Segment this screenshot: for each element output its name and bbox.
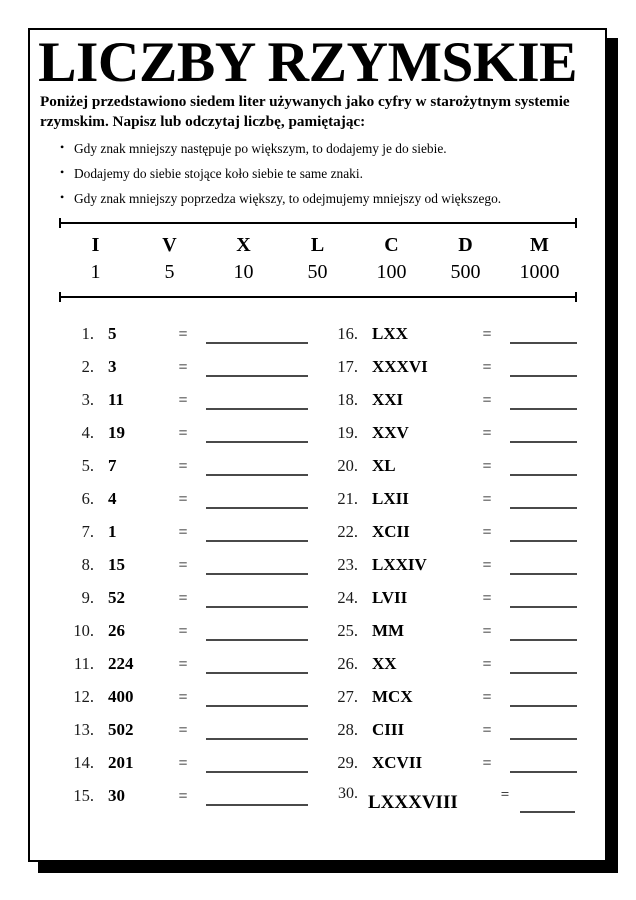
- page-title: LICZBY RZYMSKIE: [38, 31, 578, 94]
- exercise-number: 17.: [337, 356, 358, 376]
- equals-sign: =: [178, 358, 188, 376]
- exercise-number: 13.: [73, 719, 94, 739]
- equals-sign: =: [482, 622, 492, 640]
- answer-blank[interactable]: [202, 356, 308, 372]
- equals-sign: =: [482, 556, 492, 574]
- exercise-prompt: 30: [108, 785, 125, 805]
- answer-blank[interactable]: [202, 389, 308, 405]
- equals-sign: =: [178, 457, 188, 475]
- exercise-row: [58, 356, 308, 389]
- exercise-number: 29.: [337, 752, 358, 772]
- exercise-prompt: 4: [108, 488, 117, 508]
- exercise-prompt: CIII: [372, 719, 405, 739]
- exercise-number: 16.: [337, 323, 358, 343]
- reference-letters-row: [59, 227, 577, 259]
- answer-blank[interactable]: [506, 653, 587, 669]
- exercise-row: [58, 653, 308, 686]
- exercise-prompt: XXV: [372, 422, 409, 442]
- equals-sign: =: [178, 721, 188, 739]
- answer-blank[interactable]: [202, 422, 308, 438]
- equals-sign: =: [178, 787, 188, 805]
- equals-sign: =: [178, 325, 188, 343]
- exercise-number: 12.: [73, 686, 94, 706]
- exercise-row: [322, 455, 587, 488]
- exercise-prompt: 11: [108, 389, 125, 409]
- reference-value: 50: [307, 260, 328, 283]
- exercise-column-right: [322, 323, 587, 819]
- exercise-prompt: 224: [108, 653, 134, 673]
- equals-sign: =: [482, 325, 492, 343]
- exercise-number: 26.: [337, 653, 358, 673]
- exercise-number: 27.: [337, 686, 358, 706]
- exercise-prompt: MCX: [372, 686, 413, 706]
- equals-sign: =: [482, 490, 492, 508]
- exercise-row: [58, 719, 308, 752]
- exercise-prompt: XCII: [372, 521, 410, 541]
- exercise-row: [58, 455, 308, 488]
- exercise-prompt: LXII: [372, 488, 409, 508]
- exercise-row: [322, 587, 587, 620]
- exercise-row: [322, 719, 587, 752]
- exercise-prompt: 201: [108, 752, 134, 772]
- exercise-row: [58, 752, 308, 785]
- equals-sign: =: [178, 391, 188, 409]
- exercise-row: [322, 389, 587, 422]
- exercise-number: 5.: [81, 455, 94, 475]
- answer-blank[interactable]: [506, 752, 587, 768]
- exercise-row: [322, 356, 587, 389]
- exercise-row: [322, 752, 587, 785]
- exercise-number: 10.: [73, 620, 94, 640]
- exercise-column-left: [58, 323, 308, 818]
- equals-sign: =: [482, 754, 492, 772]
- equals-sign: =: [178, 754, 188, 772]
- rule-end-cap-right: [575, 292, 577, 302]
- exercise-prompt: 15: [108, 554, 125, 574]
- exercise-prompt: 5: [108, 323, 117, 343]
- reference-value: 1000: [519, 260, 560, 283]
- exercise-number: 22.: [337, 521, 358, 541]
- exercise-number: 19.: [337, 422, 358, 442]
- equals-sign: =: [482, 424, 492, 442]
- exercise-prompt: 502: [108, 719, 134, 739]
- rule-end-cap-right: [575, 218, 577, 228]
- exercise-prompt: 52: [108, 587, 125, 607]
- exercise-row: [322, 686, 587, 719]
- roman-numeral-reference-table: [59, 218, 577, 301]
- exercise-row: [58, 488, 308, 521]
- exercise-number: 23.: [337, 554, 358, 574]
- reference-value: 100: [376, 260, 407, 283]
- answer-blank[interactable]: [202, 785, 308, 801]
- equals-sign: =: [482, 457, 492, 475]
- answer-blank[interactable]: [506, 356, 587, 372]
- equals-sign: =: [178, 523, 188, 541]
- exercise-number: 30.: [338, 784, 358, 802]
- answer-blank[interactable]: [506, 521, 587, 537]
- exercise-row: [58, 686, 308, 719]
- exercise-number: 9.: [81, 587, 94, 607]
- answer-blank[interactable]: [516, 785, 587, 801]
- reference-letter: M: [530, 233, 549, 256]
- equals-sign: =: [482, 589, 492, 607]
- exercise-prompt: MM: [372, 620, 405, 640]
- exercise-number: 14.: [73, 752, 94, 772]
- reference-letter: D: [458, 233, 473, 256]
- answer-blank[interactable]: [202, 554, 308, 570]
- equals-sign: =: [482, 688, 492, 706]
- intro-paragraph: Poniżej przedstawiono siedem liter używanych jako cyfry w starożytnym systemie rzymskim. Napisz lub odczytaj liczbę, pamiętając:: [40, 93, 570, 131]
- equals-sign: =: [178, 622, 188, 640]
- rule-end-cap-left: [59, 292, 61, 302]
- answer-blank[interactable]: [202, 686, 308, 702]
- exercise-prompt: LVII: [372, 587, 408, 607]
- answer-blank[interactable]: [202, 719, 308, 735]
- exercise-number: 1.: [81, 323, 94, 343]
- exercise-row: [322, 422, 587, 455]
- exercise-prompt: LXXXVIII: [368, 791, 458, 813]
- equals-sign: =: [482, 523, 492, 541]
- exercise-prompt: XL: [372, 455, 396, 475]
- equals-sign: =: [482, 391, 492, 409]
- exercise-number: 7.: [81, 521, 94, 541]
- answer-blank[interactable]: [202, 455, 308, 471]
- reference-letter: C: [384, 233, 399, 256]
- exercise-number: 6.: [81, 488, 94, 508]
- answer-blank[interactable]: [506, 587, 587, 603]
- reference-letter: V: [162, 233, 177, 256]
- answer-blank[interactable]: [202, 587, 308, 603]
- exercise-number: 8.: [81, 554, 94, 574]
- answer-blank[interactable]: [506, 719, 587, 735]
- equals-sign: =: [482, 358, 492, 376]
- exercise-number: 21.: [337, 488, 358, 508]
- equals-sign: =: [178, 655, 188, 673]
- exercise-prompt: XCVII: [372, 752, 423, 772]
- equals-sign: =: [178, 556, 188, 574]
- exercise-row: [58, 422, 308, 455]
- exercise-number: 20.: [337, 455, 358, 475]
- exercise-prompt: LXX: [372, 323, 408, 343]
- exercise-row: [322, 620, 587, 653]
- exercise-prompt: 3: [108, 356, 117, 376]
- exercise-number: 25.: [337, 620, 358, 640]
- exercise-number: 4.: [81, 422, 94, 442]
- equals-sign: =: [178, 490, 188, 508]
- reference-letter: L: [310, 233, 325, 256]
- equals-sign: =: [482, 721, 492, 739]
- exercise-prompt: 26: [108, 620, 125, 640]
- exercise-number: 11.: [73, 653, 94, 673]
- exercise-prompt: XXXVI: [372, 356, 428, 376]
- exercise-number: 18.: [337, 389, 358, 409]
- exercise-prompt: XXI: [372, 389, 404, 409]
- exercise-row: [58, 554, 308, 587]
- answer-blank[interactable]: [202, 323, 308, 339]
- exercise-number: 15.: [73, 785, 94, 805]
- answer-blank[interactable]: [506, 686, 587, 702]
- exercise-number: 28.: [337, 719, 358, 739]
- exercise-prompt: 400: [108, 686, 134, 706]
- reference-values-row: [59, 259, 577, 292]
- equals-sign: =: [178, 589, 188, 607]
- exercise-number: 24.: [337, 587, 358, 607]
- exercise-row: [322, 323, 587, 356]
- reference-value: 500: [450, 260, 481, 283]
- rule-end-cap-left: [59, 218, 61, 228]
- exercise-number: 2.: [81, 356, 94, 376]
- answer-blank[interactable]: [202, 653, 308, 669]
- rule-item: • Dodajemy do siebie stojące koło siebie te same znaki.: [74, 167, 605, 180]
- exercise-area: [30, 323, 605, 823]
- exercise-row: [58, 389, 308, 422]
- equals-sign: =: [178, 688, 188, 706]
- equals-sign: =: [178, 424, 188, 442]
- answer-blank[interactable]: [506, 323, 587, 339]
- answer-blank[interactable]: [202, 620, 308, 636]
- rule-item: • Gdy znak mniejszy poprzedza większy, to odejmujemy mniejszy od większego.: [74, 192, 605, 205]
- reference-letter: X: [236, 233, 251, 256]
- answer-blank[interactable]: [506, 554, 587, 570]
- answer-blank[interactable]: [506, 422, 587, 438]
- exercise-row: [58, 785, 308, 818]
- exercise-row: [322, 785, 587, 819]
- exercise-prompt: 7: [108, 455, 117, 475]
- rule-item: • Gdy znak mniejszy następuje po większym, to dodajemy je do siebie.: [74, 142, 605, 155]
- exercise-row: [322, 521, 587, 554]
- exercise-prompt: LXXIV: [372, 554, 427, 574]
- answer-blank[interactable]: [506, 488, 587, 504]
- answer-blank[interactable]: [506, 620, 587, 636]
- answer-blank[interactable]: [506, 389, 587, 405]
- exercise-row: [58, 620, 308, 653]
- rules-list: [30, 142, 605, 206]
- exercise-row: [58, 521, 308, 554]
- answer-blank[interactable]: [202, 521, 308, 537]
- exercise-prompt: 1: [108, 521, 117, 541]
- reference-letter: I: [91, 233, 100, 256]
- table-top-rule: [59, 218, 577, 227]
- worksheet-page: [28, 28, 607, 862]
- answer-blank[interactable]: [202, 488, 308, 504]
- exercise-row: [322, 488, 587, 521]
- exercise-prompt: XX: [372, 653, 397, 673]
- exercise-row: [322, 653, 587, 686]
- equals-sign: =: [482, 655, 492, 673]
- exercise-number: 3.: [81, 389, 94, 409]
- exercise-row: [58, 587, 308, 620]
- equals-sign: =: [500, 786, 510, 803]
- reference-value: 5: [164, 260, 175, 283]
- answer-blank[interactable]: [202, 752, 308, 768]
- reference-value: 10: [233, 260, 254, 283]
- reference-value: 1: [90, 260, 101, 283]
- exercise-prompt: 19: [108, 422, 125, 442]
- exercise-row: [322, 554, 587, 587]
- table-bottom-rule: [59, 292, 577, 301]
- exercise-row: [58, 323, 308, 356]
- answer-blank[interactable]: [506, 455, 587, 471]
